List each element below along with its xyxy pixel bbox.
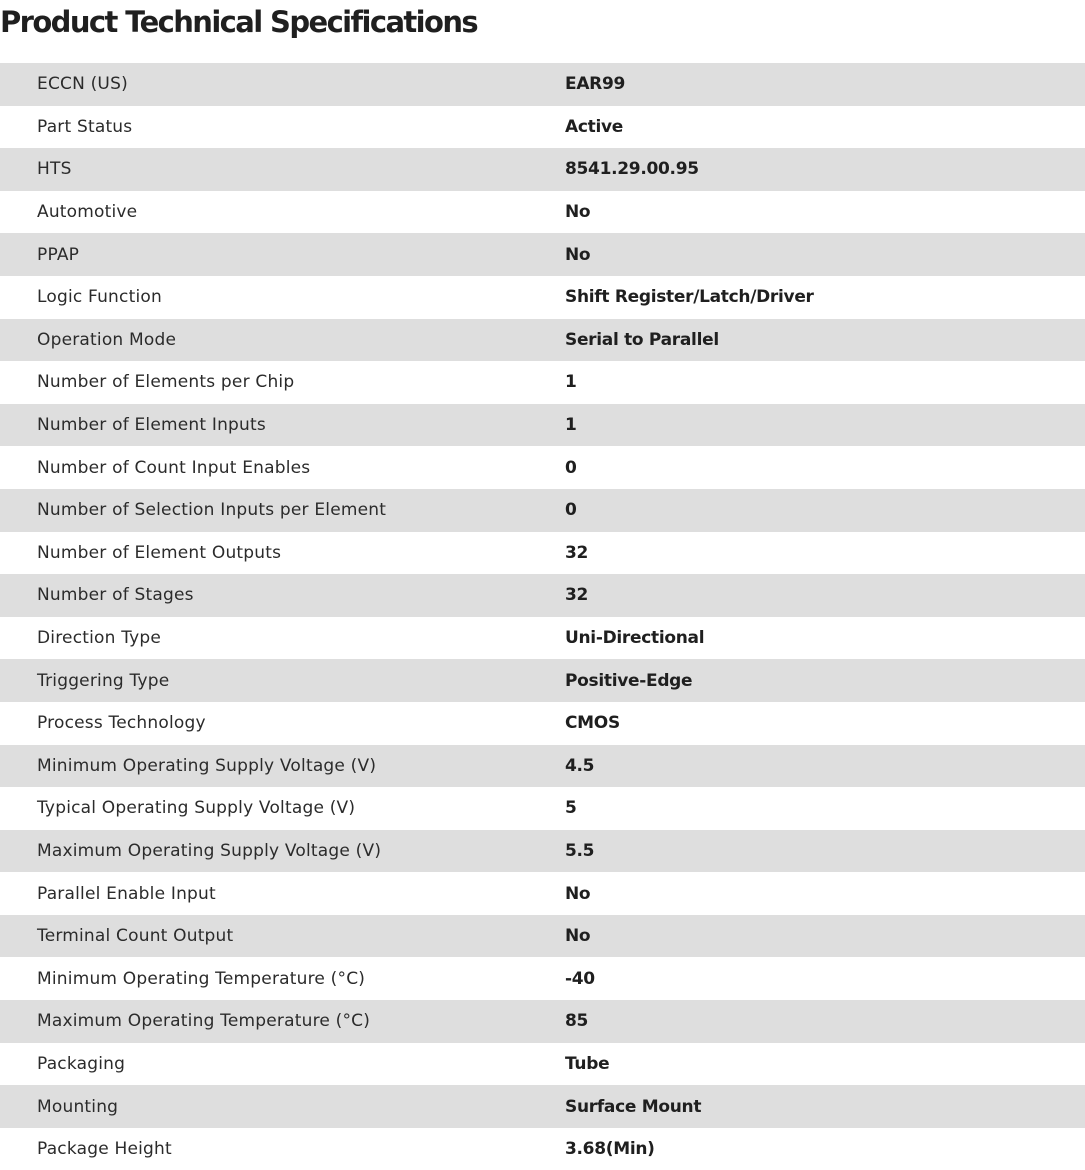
spec-label: Package Height [37, 1139, 172, 1160]
spec-value: No [565, 202, 591, 223]
spec-label: Number of Elements per Chip [37, 372, 295, 393]
spec-value: CMOS [565, 713, 620, 734]
spec-row [0, 702, 1085, 745]
spec-row [0, 63, 1085, 106]
spec-value: 32 [565, 542, 589, 563]
spec-label: Process Technology [37, 713, 206, 734]
spec-value: Surface Mount [565, 1096, 702, 1117]
spec-value: -40 [565, 968, 595, 989]
spec-row [0, 148, 1085, 191]
spec-row [0, 1128, 1085, 1170]
spec-row [0, 1043, 1085, 1086]
spec-value: 5 [565, 798, 577, 819]
spec-value: No [565, 244, 591, 265]
spec-row [0, 617, 1085, 660]
spec-row [0, 659, 1085, 702]
spec-row [0, 1085, 1085, 1128]
spec-label: ECCN (US) [37, 74, 128, 95]
spec-label: Triggering Type [37, 670, 170, 691]
spec-value: 1 [565, 415, 577, 436]
spec-value: 8541.29.00.95 [565, 159, 699, 180]
spec-value: 0 [565, 500, 577, 521]
spec-row [0, 745, 1085, 788]
spec-table [0, 63, 1085, 1170]
spec-label: Mounting [37, 1096, 119, 1117]
spec-value: 5.5 [565, 840, 595, 861]
spec-value: 4.5 [565, 755, 595, 776]
spec-label: Logic Function [37, 287, 162, 308]
spec-row [0, 446, 1085, 489]
spec-label: Packaging [37, 1053, 126, 1074]
spec-label: HTS [37, 159, 72, 180]
spec-label: Terminal Count Output [37, 926, 234, 947]
spec-label: Typical Operating Supply Voltage (V) [37, 798, 356, 819]
spec-label: Automotive [37, 202, 138, 223]
spec-value: Uni-Directional [565, 628, 705, 649]
spec-label: PPAP [37, 244, 80, 265]
spec-label: Maximum Operating Temperature (°C) [37, 1011, 371, 1032]
spec-label: Operation Mode [37, 329, 177, 350]
spec-row [0, 361, 1085, 404]
spec-value: No [565, 926, 591, 947]
spec-value: 1 [565, 372, 577, 393]
spec-label: Part Status [37, 116, 133, 137]
spec-table-body [0, 63, 1085, 1170]
spec-row [0, 276, 1085, 319]
spec-row [0, 404, 1085, 447]
spec-row [0, 233, 1085, 276]
spec-label: Minimum Operating Temperature (°C) [37, 968, 366, 989]
spec-label: Number of Stages [37, 585, 194, 606]
spec-value: Shift Register/Latch/Driver [565, 287, 814, 308]
spec-label: Number of Count Input Enables [37, 457, 311, 478]
page-title: Product Technical Specifications [0, 5, 478, 39]
spec-label: Number of Element Outputs [37, 542, 282, 563]
spec-label: Number of Selection Inputs per Element [37, 500, 387, 521]
spec-row [0, 787, 1085, 830]
spec-value: 32 [565, 585, 589, 606]
spec-value: Active [565, 116, 623, 137]
spec-label: Direction Type [37, 628, 162, 649]
spec-value: No [565, 883, 591, 904]
spec-row [0, 106, 1085, 149]
spec-row [0, 915, 1085, 958]
spec-row [0, 191, 1085, 234]
spec-value: 85 [565, 1011, 589, 1032]
spec-value: Positive-Edge [565, 670, 693, 691]
spec-row [0, 489, 1085, 532]
spec-label: Parallel Enable Input [37, 883, 216, 904]
spec-row [0, 872, 1085, 915]
spec-label: Minimum Operating Supply Voltage (V) [37, 755, 377, 776]
spec-value: EAR99 [565, 74, 626, 95]
spec-value: Tube [565, 1053, 610, 1074]
spec-row [0, 574, 1085, 617]
spec-row [0, 830, 1085, 873]
spec-row [0, 532, 1085, 575]
spec-label: Number of Element Inputs [37, 415, 266, 436]
spec-label: Maximum Operating Supply Voltage (V) [37, 840, 382, 861]
spec-row [0, 1000, 1085, 1043]
spec-value: 0 [565, 457, 577, 478]
spec-value: Serial to Parallel [565, 329, 719, 350]
spec-value: 3.68(Min) [565, 1139, 655, 1160]
spec-row [0, 957, 1085, 1000]
spec-row [0, 319, 1085, 362]
